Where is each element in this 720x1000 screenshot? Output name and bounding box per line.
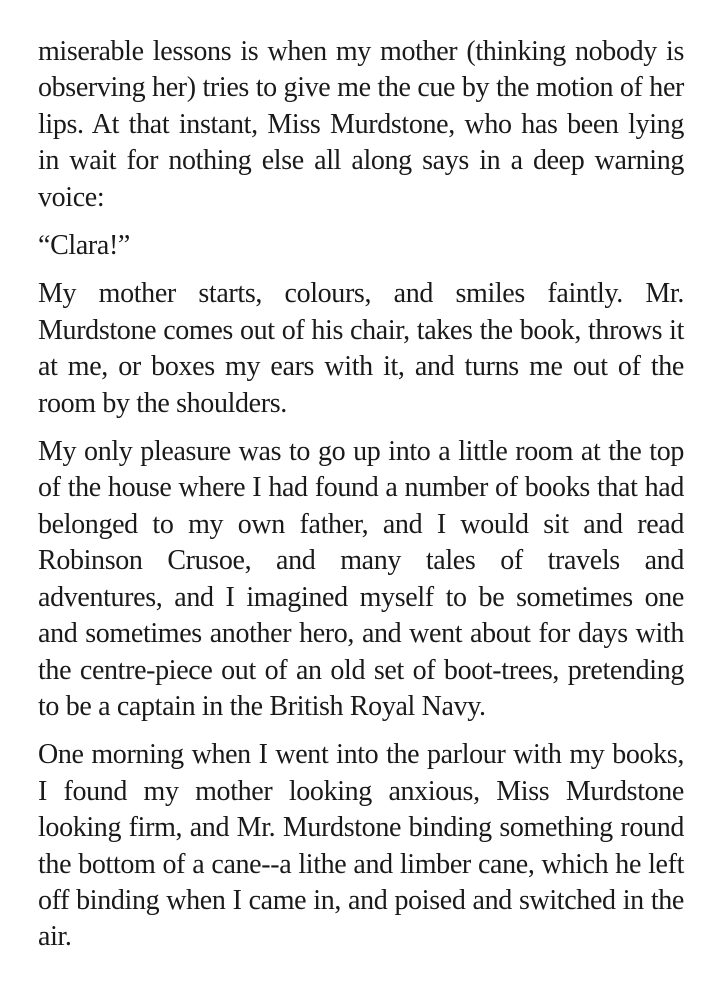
paragraph-lessons: miserable lessons is when my mother (thinking nobody is observing her) tries to give me the cue by the motion of her lips. At that instant, Miss Murdstone, who has been lying in wait for nothing else all along says in a deep warning voice: [38,36,684,213]
paragraph-only-pleasure: My only pleasure was to go up into a little room at the top of the house where I had found a number of books that had belonged to my own father, and I would sit and read Robinson Crusoe, and many tales of travels and adventures, and I imagined myself to be sometimes one and sometimes another hero, and went about for days with the centre-piece out of an old set of boot-trees, pretending to be a captain in the British Royal Navy. [38,436,684,722]
paragraph-one-morning: One morning when I went into the parlour with my books, I found my mother looking anxious, Miss Murdstone looking firm, and Mr. Murdstone binding something round the bottom of a cane--a lithe and limber cane, which he left off binding when I came in, and poised and switched in the air. [38,739,684,953]
document-page [38,34,684,968]
paragraph-mother-starts: My mother starts, colours, and smiles faintly. Mr. Murdstone comes out of his chair, takes the book, throws it at me, or boxes my ears with it, and turns me out of the room by the shoulders. [38,278,684,419]
paragraph-clara: “Clara!” [38,230,131,262]
